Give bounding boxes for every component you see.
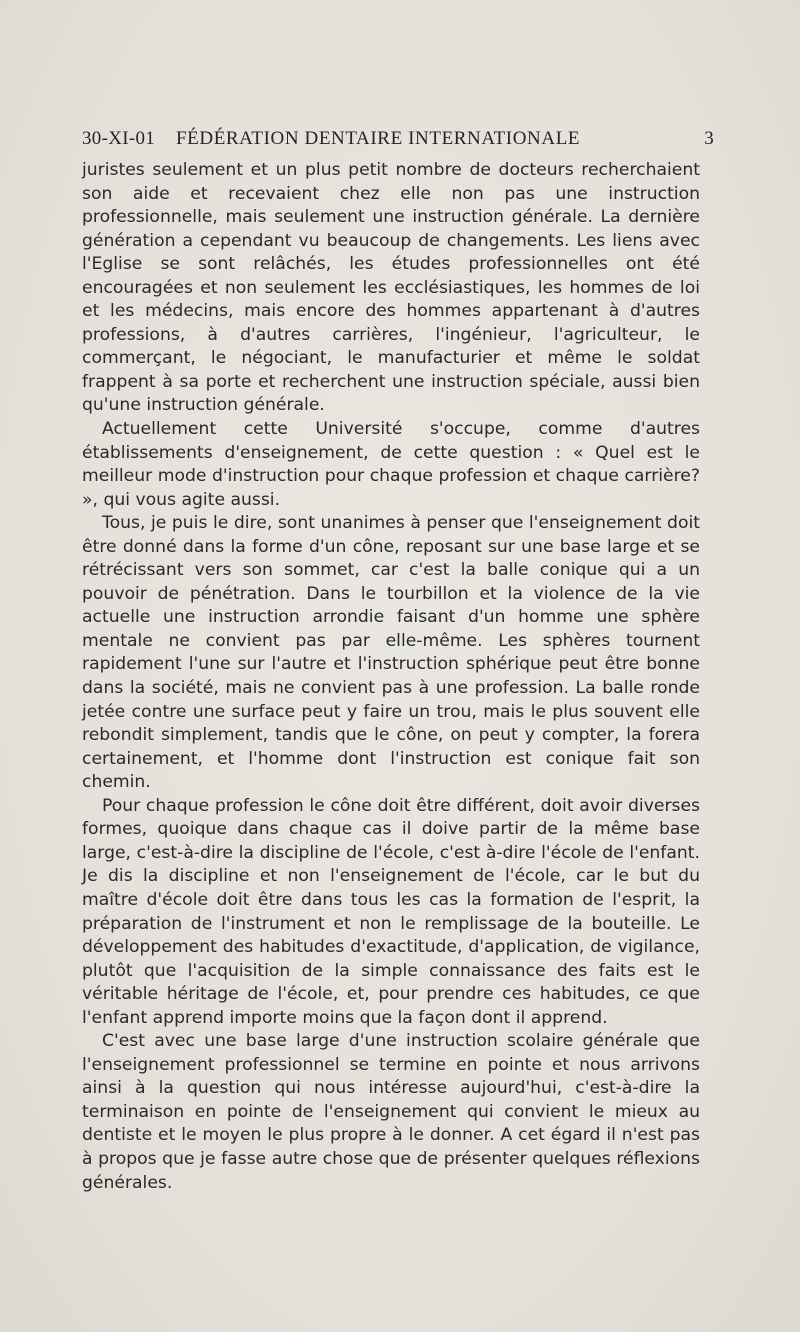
- header-folio: 30-XI-01: [82, 128, 156, 149]
- page-number: 3: [704, 128, 714, 149]
- body-text: [82, 159, 700, 1195]
- paragraph: Actuellement cette Université s'occupe, comme d'autres établissements d'enseignement, de cette question : « Quel est le meilleur mode d'instruction pour chaque profession et chaque carrière? », qui vous agite aussi.: [82, 419, 700, 510]
- paragraph-continued: juristes seulement et un plus petit nombre de docteurs recherchaient son aide et recevaient chez elle non pas une instruction professionnelle, mais seulement une instruction générale. La dernière génération a cependant vu beaucoup de changements. Les liens avec l'Eglise se sont relâchés, les études professionnelles ont été encouragées et non seulement les ecclésiastiques, les hommes de loi et les médecins, mais encore des hommes appartenant à d'autres professions, à d'autres carrières, l'ingénieur, l'agriculteur, le commerçant, le négociant, le manufacturier et même le soldat frappent à sa porte et recherchent une instruction spéciale, aussi bien qu'une instruction générale.: [82, 160, 700, 416]
- paragraph: Tous, je puis le dire, sont unanimes à penser que l'enseignement doit être donné dans la forme d'un cône, reposant sur une base large et se rétrécissant vers son sommet, car c'est la balle conique qui a un pouvoir de pénétration. Dans le tourbillon et la violence de la vie actuelle une instruction arrondie faisant d'un homme une sphère mentale ne convient pas par elle-même. Les sphères tournent rapidement l'une sur l'autre et l'instruction sphérique peut être bonne dans la société, mais ne convient pas à une profession. La balle ronde jetée contre une surface peut y faire un trou, mais le plus souvent elle rebondit simplement, tandis que le cône, on peut y compter, la forera certainement, et l'homme dont l'instruction est conique fait son chemin.: [82, 513, 700, 793]
- paragraph: Pour chaque profession le cône doit être différent, doit avoir diverses formes, quoique dans chaque cas il doive partir de la même base large, c'est-à-dire la discipline de l'école, c'est à-dire l'école de l'enfant. Je dis la discipline et non l'enseignement de l'école, car le but du maître d'école doit être dans tous les cas la formation de l'esprit, la préparation de l'instrument et non le remplissage de la bouteille. Le développement des habitudes d'exactitude, d'application, de vigilance, plutôt que l'acquisition de la simple connaissance des faits est le véritable héritage de l'école, et, pour prendre ces habitudes, ce que l'enfant apprend importe moins que la façon dont il apprend.: [82, 795, 700, 1028]
- paragraph: C'est avec une base large d'une instruction scolaire générale que l'enseignement professionnel se termine en pointe et nous arrivons ainsi à la question qui nous intéresse aujourd'hui, c'est-à-dire la terminaison en pointe de l'enseignement qui convient le mieux au dentiste et le moyen le plus propre à le donner. A cet égard il n'est pas à propos que je fasse autre chose que de présenter quelques réflexions générales.: [82, 1031, 700, 1193]
- header-running-title: FÉDÉRATION DENTAIRE INTERNATIONALE: [176, 128, 581, 149]
- running-header: [82, 128, 714, 156]
